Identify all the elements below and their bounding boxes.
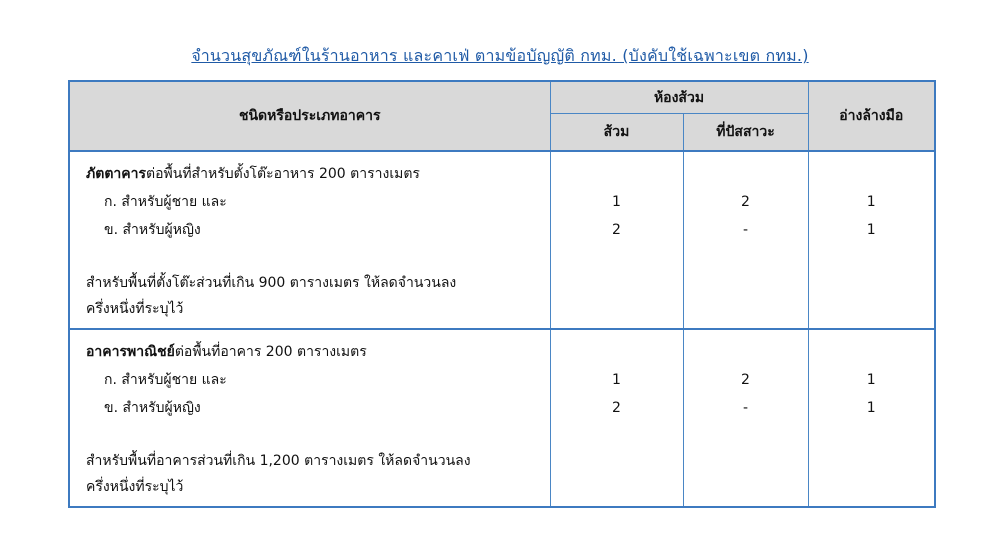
sink-count-cell	[808, 329, 935, 507]
section-description	[69, 329, 550, 507]
section-title-bold: ภัตตาคาร	[86, 166, 147, 182]
section-note: ครึ่งหนึ่งที่ระบุไว้	[86, 479, 184, 495]
table-section	[69, 151, 935, 329]
urinal-count-cell	[683, 151, 808, 329]
urinal-count: 2	[741, 372, 750, 388]
sink-count: 1	[866, 222, 876, 238]
section-note: สำหรับพื้นที่อาคารส่วนที่เกิน 1,200 ตารางเมตร ให้ลดจำนวนลง	[86, 453, 471, 469]
section-description	[69, 151, 550, 329]
header-building-type: ชนิดหรือประเภทอาคาร	[69, 81, 550, 151]
row-label: ข. สำหรับผู้หญิง	[104, 400, 201, 416]
urinal-count-cell	[683, 329, 808, 507]
sink-count-cell	[808, 151, 935, 329]
page-title: จำนวนสุขภัณฑ์ในร้านอาหาร และคาเฟ่ ตามข้อบัญญัติ กทม. (บังคับใช้เฉพาะเขต กทม.)	[191, 46, 809, 65]
urinal-count: -	[742, 222, 749, 238]
urinal-count: -	[742, 400, 749, 416]
toilet-count-cell	[550, 329, 683, 507]
row-label: ก. สำหรับผู้ชาย และ	[104, 372, 227, 388]
row-label: ข. สำหรับผู้หญิง	[104, 222, 201, 238]
section-note: สำหรับพื้นที่ตั้งโต๊ะส่วนที่เกิน 900 ตารางเมตร ให้ลดจำนวนลง	[86, 275, 457, 291]
urinal-count: 2	[741, 194, 750, 210]
sink-count: 1	[866, 400, 876, 416]
toilet-count: 1	[612, 194, 621, 210]
section-title-rest: ต่อพื้นที่อาคาร 200 ตารางเมตร	[174, 344, 367, 360]
header-sink: อ่างล้างมือ	[808, 81, 935, 151]
sanitary-ware-table	[68, 80, 936, 508]
table-section	[69, 329, 935, 507]
toilet-count: 2	[612, 222, 621, 238]
toilet-count-cell	[550, 151, 683, 329]
sink-count: 1	[866, 194, 876, 210]
section-heading	[86, 338, 536, 366]
row-label: ก. สำหรับผู้ชาย และ	[104, 194, 227, 210]
section-title-bold: อาคารพาณิชย์	[86, 344, 175, 360]
toilet-count: 1	[612, 372, 621, 388]
header-urinal: ที่ปัสสาวะ	[683, 114, 808, 152]
section-heading	[86, 160, 536, 188]
sink-count: 1	[866, 372, 876, 388]
section-title-rest: ต่อพื้นที่สำหรับตั้งโต๊ะอาหาร 200 ตารางเมตร	[146, 166, 420, 182]
section-note: ครึ่งหนึ่งที่ระบุไว้	[86, 301, 184, 317]
toilet-count: 2	[612, 400, 621, 416]
header-toilet-room: ห้องส้วม	[550, 81, 808, 114]
header-toilet: ส้วม	[550, 114, 683, 152]
